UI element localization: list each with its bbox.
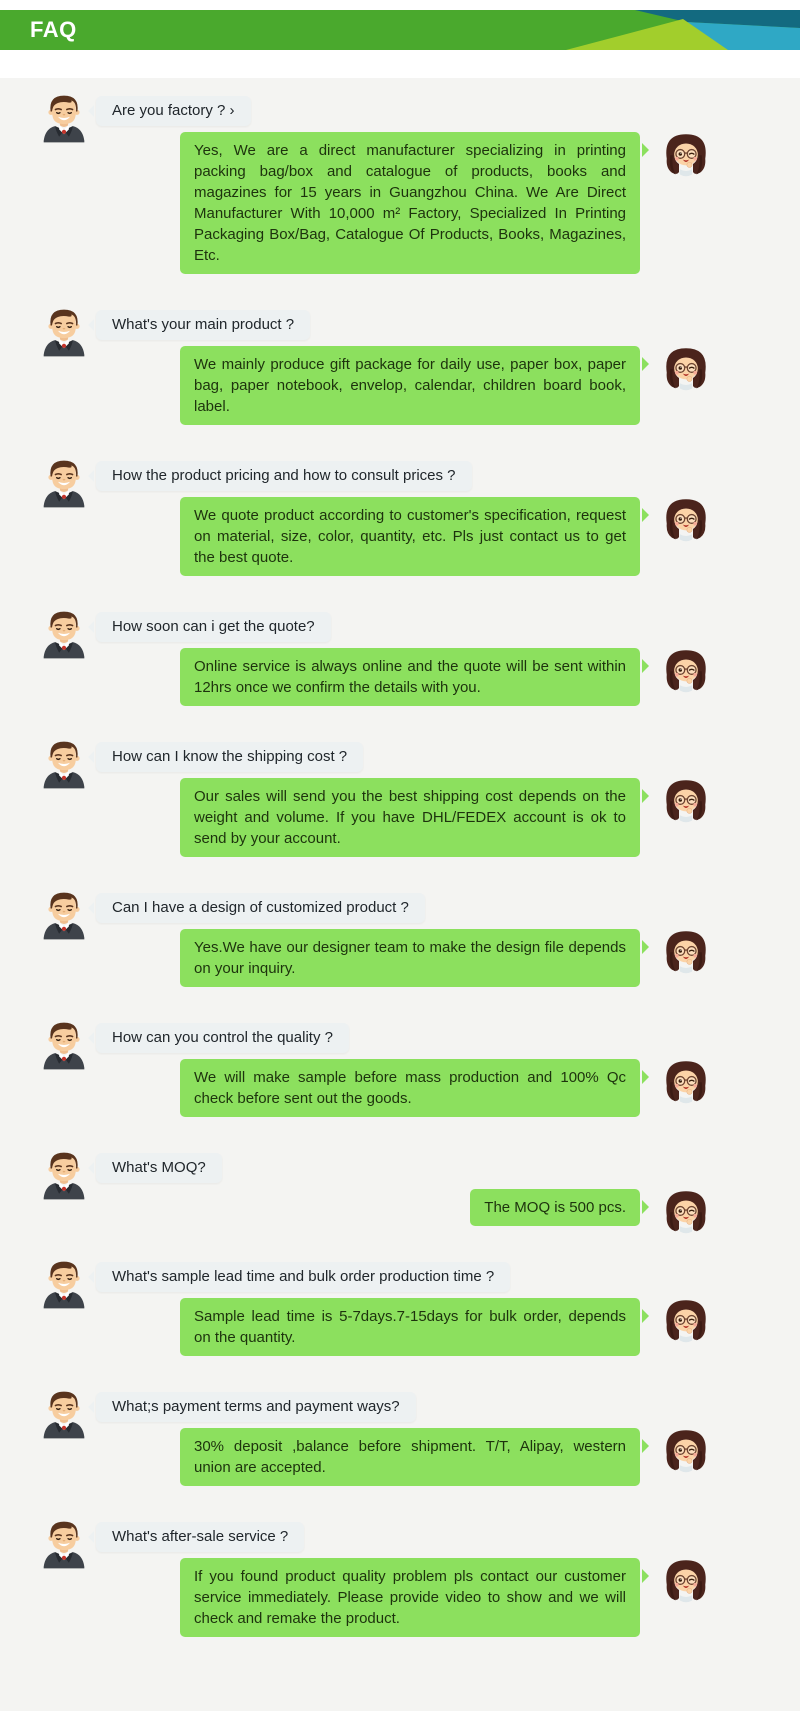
- question-text: What's your main product ?: [112, 316, 295, 333]
- question-bubble: [96, 96, 251, 126]
- answer-row: [38, 1059, 714, 1117]
- question-row: [38, 1151, 714, 1183]
- answer-bubble: [180, 1558, 640, 1637]
- question-row: [38, 891, 714, 923]
- answer-text: Sample lead time is 5-7days.7-15days for bulk order, depends on the quantity.: [194, 1308, 626, 1346]
- agent-avatar: [658, 774, 714, 832]
- faq-header: [0, 10, 800, 50]
- question-row: [38, 459, 714, 491]
- question-row: [38, 1260, 714, 1292]
- question-row: [38, 308, 714, 340]
- answer-text: If you found product quality problem pls contact our customer service immediately. Please provide video to show and we will check and remake the product.: [194, 1568, 626, 1627]
- agent-avatar: [658, 1554, 714, 1612]
- customer-avatar: [38, 606, 90, 662]
- question-text: What's after-sale service ?: [112, 1528, 289, 1545]
- answer-row: [38, 346, 714, 425]
- answer-row: [38, 648, 714, 706]
- faq-item: [38, 308, 714, 425]
- faq-item: [38, 610, 714, 706]
- answer-bubble: [470, 1189, 640, 1226]
- answer-text: The MOQ is 500 pcs.: [484, 1199, 626, 1216]
- answer-bubble: [180, 648, 640, 706]
- answer-row: [38, 1428, 714, 1486]
- answer-text: We quote product according to customer's specification, request on material, size, color, quantity, etc. Pls just contact us to get the best quote.: [194, 507, 626, 566]
- question-row: [38, 1390, 714, 1422]
- faq-item: [38, 1260, 714, 1356]
- question-bubble: [96, 1023, 349, 1053]
- question-bubble: [96, 1522, 304, 1552]
- page-title: FAQ: [30, 17, 77, 42]
- customer-avatar: [38, 1256, 90, 1312]
- answer-row: [38, 497, 714, 576]
- question-text: How the product pricing and how to consult prices ?: [112, 467, 456, 484]
- answer-bubble: [180, 1059, 640, 1117]
- answer-row: [38, 778, 714, 857]
- faq-item: [38, 94, 714, 274]
- question-text: How can I know the shipping cost ?: [112, 748, 348, 765]
- question-row: [38, 740, 714, 772]
- answer-bubble: [180, 929, 640, 987]
- question-text: What;s payment terms and payment ways?: [112, 1398, 400, 1415]
- question-bubble: [96, 893, 425, 923]
- answer-row: [38, 1298, 714, 1356]
- question-text: Are you factory ? ›: [112, 102, 235, 119]
- agent-avatar: [658, 1055, 714, 1113]
- question-bubble: [96, 1392, 416, 1422]
- answer-row: [38, 132, 714, 274]
- customer-avatar: [38, 1516, 90, 1572]
- customer-avatar: [38, 1147, 90, 1203]
- agent-avatar: [658, 1294, 714, 1352]
- question-bubble: [96, 1153, 222, 1183]
- agent-avatar: [658, 1185, 714, 1243]
- answer-bubble: [180, 132, 640, 274]
- answer-row: [38, 929, 714, 987]
- customer-avatar: [38, 455, 90, 511]
- faq-item: [38, 891, 714, 987]
- agent-avatar: [658, 644, 714, 702]
- question-row: [38, 94, 714, 126]
- answer-bubble: [180, 778, 640, 857]
- agent-avatar: [658, 128, 714, 186]
- question-bubble: [96, 310, 310, 340]
- faq-item: [38, 459, 714, 576]
- answer-text: We mainly produce gift package for daily use, paper box, paper bag, paper notebook, envelop, calendar, children board book, label.: [194, 356, 626, 415]
- question-row: [38, 610, 714, 642]
- question-text: Can I have a design of customized product ?: [112, 899, 409, 916]
- question-bubble: [96, 1262, 510, 1292]
- answer-text: Online service is always online and the quote will be sent within 12hrs once we confirm the details with you.: [194, 658, 626, 696]
- agent-avatar: [658, 925, 714, 983]
- question-bubble: [96, 612, 331, 642]
- customer-avatar: [38, 736, 90, 792]
- answer-row: [38, 1189, 714, 1226]
- faq-item: [38, 1021, 714, 1117]
- customer-avatar: [38, 1017, 90, 1073]
- answer-text: Yes.We have our designer team to make the design file depends on your inquiry.: [194, 939, 626, 977]
- answer-bubble: [180, 497, 640, 576]
- answer-row: [38, 1558, 714, 1637]
- faq-item: [38, 1151, 714, 1226]
- faq-item: [38, 740, 714, 857]
- customer-avatar: [38, 304, 90, 360]
- question-row: [38, 1021, 714, 1053]
- faq-item: [38, 1390, 714, 1486]
- question-text: What's MOQ?: [112, 1159, 206, 1176]
- customer-avatar: [38, 1386, 90, 1442]
- question-text: How can you control the quality ?: [112, 1029, 333, 1046]
- answer-bubble: [180, 346, 640, 425]
- question-bubble: [96, 742, 363, 772]
- answer-text: Yes, We are a direct manufacturer specializing in printing packing bag/box and catalogue of products, books and magazines for 15 years in Guangzhou China. We Are Direct Manufacturer With 10,000 m² Factory, Specialized In Printing Packaging Box/Bag, Catalogue Of Products, Books, Magazines, Etc.: [194, 142, 626, 264]
- agent-avatar: [658, 342, 714, 400]
- answer-text: 30% deposit ,balance before shipment. T/T, Alipay, western union are accepted.: [194, 1438, 626, 1476]
- question-bubble: [96, 461, 472, 491]
- answer-bubble: [180, 1428, 640, 1486]
- faq-item: [38, 1520, 714, 1637]
- question-text: What's sample lead time and bulk order production time ?: [112, 1268, 495, 1285]
- answer-bubble: [180, 1298, 640, 1356]
- customer-avatar: [38, 887, 90, 943]
- faq-conversation: [0, 78, 800, 1711]
- answer-text: We will make sample before mass production and 100% Qc check before sent out the goods.: [194, 1069, 626, 1107]
- question-text: How soon can i get the quote?: [112, 618, 315, 635]
- agent-avatar: [658, 493, 714, 551]
- agent-avatar: [658, 1424, 714, 1482]
- customer-avatar: [38, 90, 90, 146]
- question-row: [38, 1520, 714, 1552]
- answer-text: Our sales will send you the best shipping cost depends on the weight and volume. If you have DHL/FEDEX account is ok to send by your account.: [194, 788, 626, 847]
